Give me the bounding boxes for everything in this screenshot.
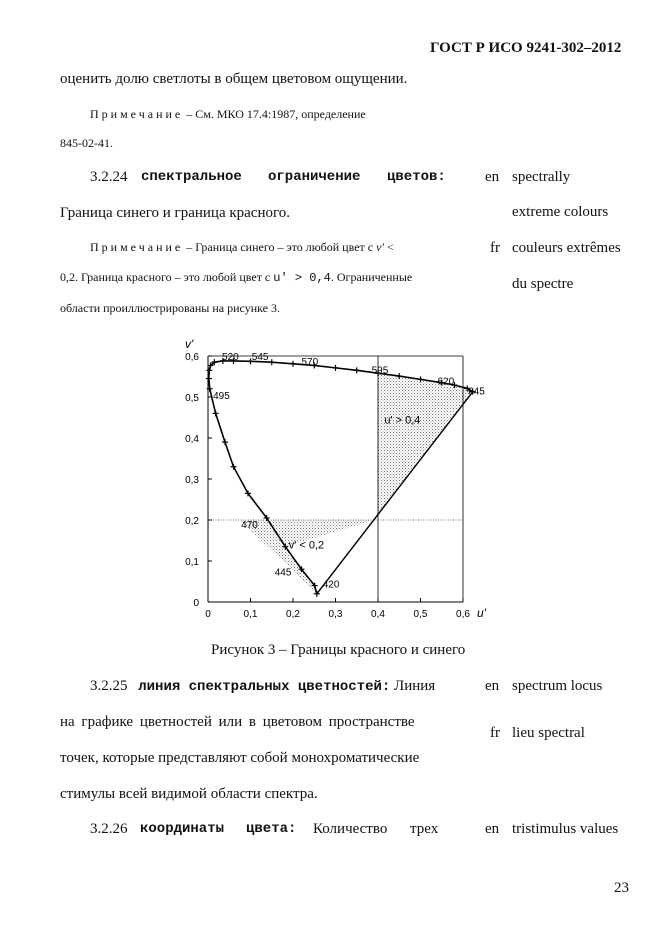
entry-3225-en-term: spectrum locus <box>512 678 603 694</box>
x-tick-label: 0,4 <box>371 609 385 620</box>
entry-3224-fr-term-2: du spectre <box>512 276 574 292</box>
standard-number: ГОСТ Р ИСО 9241-302–2012 <box>430 40 622 56</box>
y-axis-label: v' <box>185 337 194 351</box>
y-tick-label: 0,5 <box>185 393 199 404</box>
x-tick-label: 0,5 <box>413 609 428 620</box>
entry-3226-en-term: tristimulus values <box>512 821 619 837</box>
wavelength-label-545: 545 <box>251 352 269 364</box>
y-tick-label: 0 <box>193 598 199 609</box>
region-label-u: u' > 0,4 <box>384 414 421 427</box>
x-axis-label: u' <box>477 606 486 620</box>
wavelength-label-445: 445 <box>274 567 292 579</box>
entry-3225-term: линия спектральных цветностей: <box>138 679 391 695</box>
entry-3225-number: 3.2.25 <box>90 678 128 694</box>
entry-3226-term-word1: координаты <box>140 821 225 837</box>
y-tick-label: 0,1 <box>185 557 199 568</box>
entry-3224-en-term-2: extreme colours <box>512 204 609 220</box>
wavelength-label-470: 470 <box>241 520 258 532</box>
red-boundary-region <box>378 374 473 515</box>
entry-3225-line3: точек, которые представляют собой монохроматические <box>60 750 420 766</box>
page-number: 23 <box>614 880 629 896</box>
entry-3224-number: 3.2.24 <box>90 169 128 185</box>
intro-line: оценить долю светлоты в общем цветовом ощущении. <box>60 71 408 87</box>
intro-note-line2: 845-02-41. <box>60 136 113 150</box>
entry-3225-en-lang: en <box>485 678 500 694</box>
entry-3225-line4: стимулы всей видимой области спектра. <box>60 786 318 802</box>
y-tick-label: 0,4 <box>185 434 199 445</box>
note-label: Примечание <box>90 240 184 254</box>
entry-3224-term-word3: цветов: <box>387 169 446 185</box>
note-text: – См. МКО 17.4:1987, определение <box>183 107 366 121</box>
entry-3225-fr-lang: fr <box>490 725 500 741</box>
note-label: Примечание <box>90 107 184 121</box>
entry-3225-line2: на графике цветностей или в цветовом пространстве <box>60 714 415 730</box>
wavelength-label-520: 520 <box>222 352 239 364</box>
entry-3224-term-word1: спектральное <box>141 169 242 185</box>
entry-3224-fr-lang: fr <box>490 240 500 256</box>
wavelength-label-595: 595 <box>371 365 389 377</box>
entry-3226-number: 3.2.26 <box>90 821 128 837</box>
x-tick-label: 0,3 <box>328 609 343 620</box>
entry-3224-en-lang: en <box>485 169 500 185</box>
wavelength-label-645: 645 <box>468 386 485 398</box>
entry-3224-note-line3: области проиллюстрированы на рисунке 3. <box>60 301 280 315</box>
entry-3226-word3: Количество <box>313 821 388 837</box>
figure-caption: Рисунок 3 – Границы красного и синего <box>211 642 466 658</box>
wavelength-label-495: 495 <box>213 391 230 403</box>
region-label-v: v' < 0,2 <box>288 539 325 552</box>
entry-3224-note-line2: 0,2. Граница красного – это любой цвет с u' > 0,4. Ограниченные <box>60 270 413 285</box>
x-tick-label: 0,1 <box>243 609 258 620</box>
entry-3225-fr-term: lieu spectral <box>512 725 585 741</box>
entry-3224-term-word2: ограничение <box>268 169 361 185</box>
y-tick-label: 0,2 <box>185 516 199 527</box>
entry-3226-term-word2: цвета: <box>246 821 297 837</box>
x-tick-label: 0,6 <box>456 609 470 620</box>
x-tick-label: 0 <box>205 609 211 620</box>
wavelength-label-620: 620 <box>437 376 455 388</box>
entry-3225-line1: 3.2.25 линия спектральных цветностей: Линия <box>90 678 436 695</box>
entry-3224-en-term-1: spectrally <box>512 169 571 185</box>
y-tick-label: 0,6 <box>185 352 199 363</box>
x-tick-label: 0,2 <box>286 609 300 620</box>
entry-3224-definition: Граница синего и граница красного. <box>60 205 291 221</box>
entry-3224-fr-term-1: couleurs extrêmes <box>512 240 621 256</box>
entry-3226-en-lang: en <box>485 821 500 837</box>
wavelength-label-570: 570 <box>301 357 319 369</box>
entry-3226-word4: трех <box>410 821 439 837</box>
blue-boundary-region <box>240 520 374 594</box>
entry-3224-note-line1: Примечание – Граница синего – это любой цвет с v' < <box>90 240 394 254</box>
y-tick-label: 0,3 <box>185 475 199 486</box>
wavelength-label-420: 420 <box>322 579 340 591</box>
